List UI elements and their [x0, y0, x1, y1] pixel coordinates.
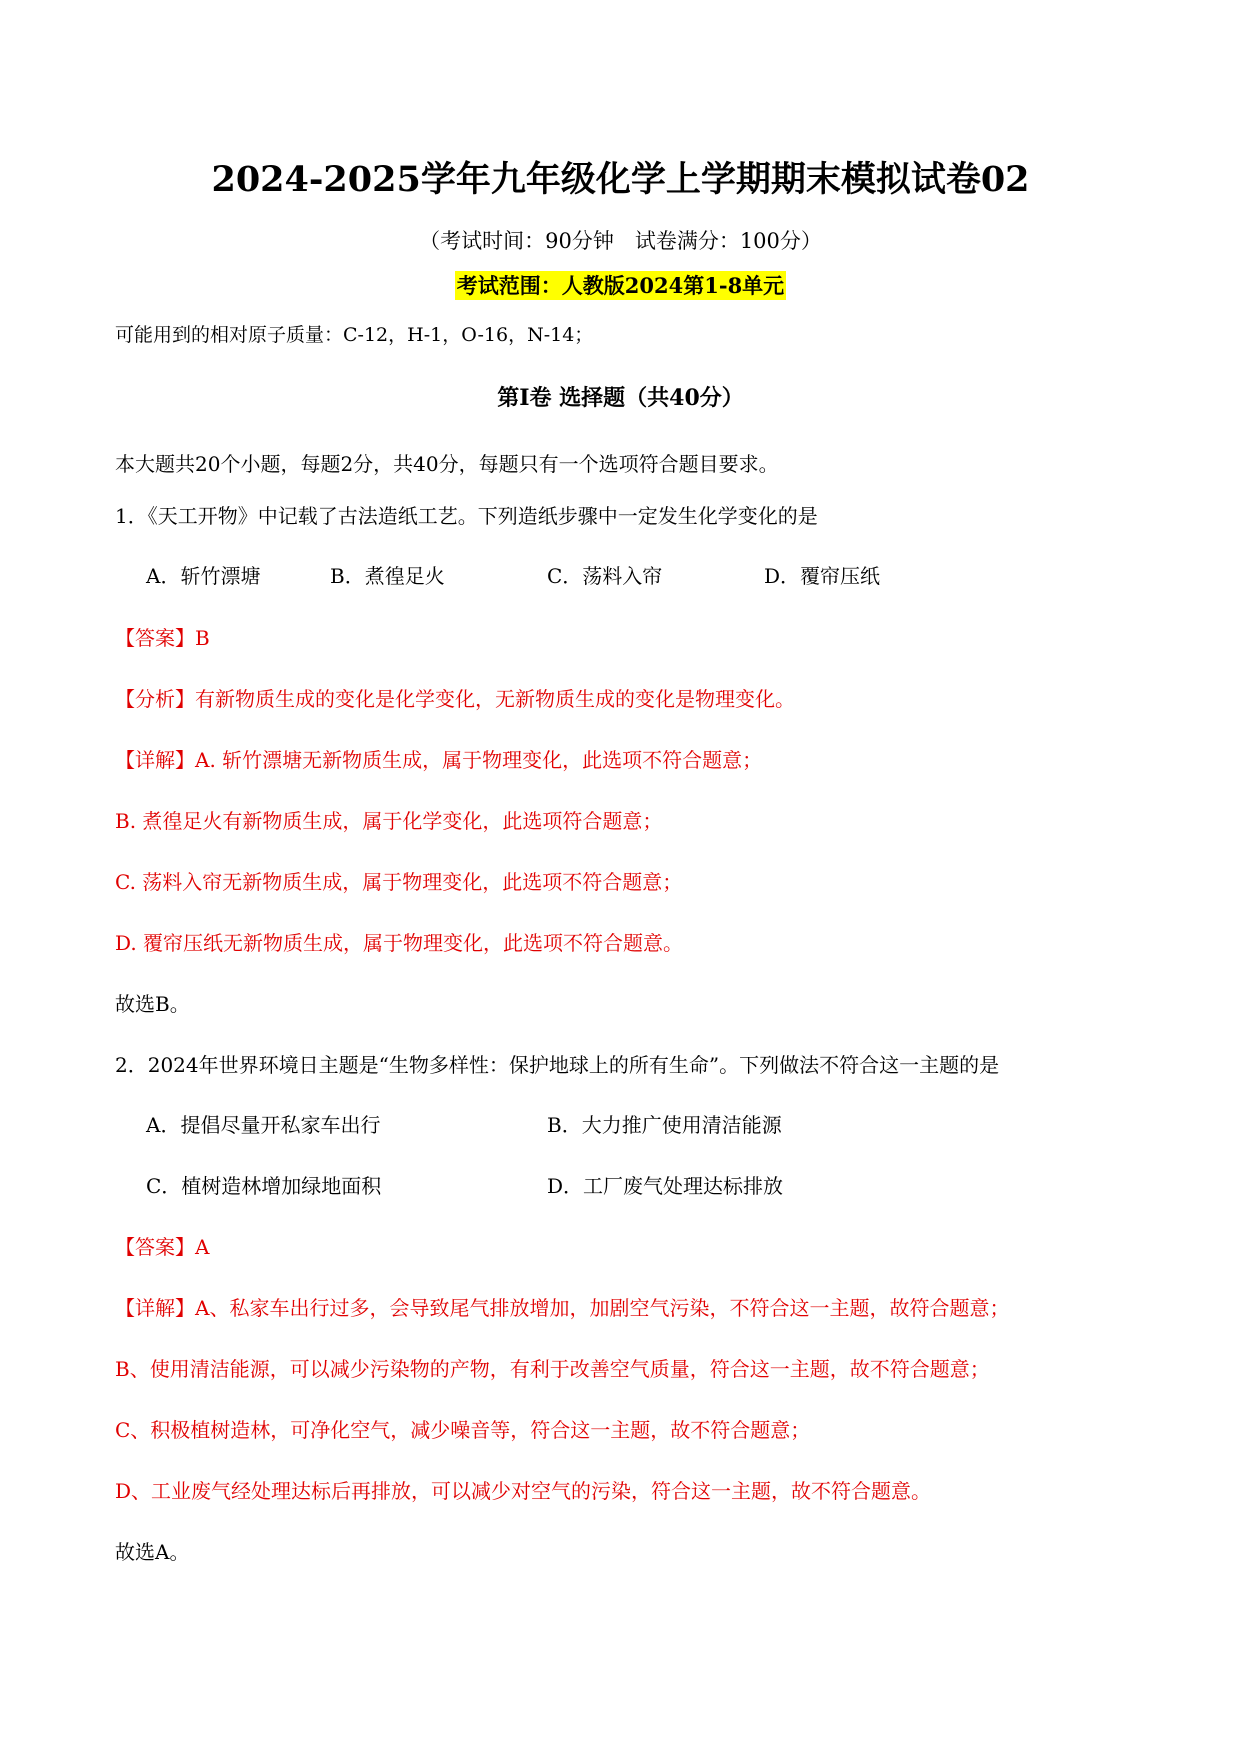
question-2-answer: 【答案】A [115, 1235, 210, 1259]
question-2-detail-d: D、工业废气经处理达标后再排放，可以减少对空气的污染，符合这一主题，故不符合题意。 [115, 1479, 932, 1503]
exam-subtitle: （考试时间：90分钟 试卷满分：100分） [419, 229, 822, 253]
question-2-conclusion: 故选A。 [115, 1540, 190, 1564]
question-1-conclusion: 故选B。 [115, 992, 190, 1016]
question-1-detail-c: C. 荡料入帘无新物质生成，属于物理变化，此选项不符合题意； [115, 870, 683, 894]
question-1-option-a: A．斩竹漂塘 [146, 564, 261, 588]
question-1-detail-a: 【详解】A. 斩竹漂塘无新物质生成，属于物理变化，此选项不符合题意； [115, 748, 763, 772]
question-2-detail-a: 【详解】A、私家车出行过多，会导致尾气排放增加，加剧空气污染，不符合这一主题，故符合题意； [115, 1296, 1010, 1320]
question-1-option-c: C．荡料入帘 [547, 564, 663, 588]
question-1-option-d: D．覆帘压纸 [764, 564, 881, 588]
question-1-stem: 1．《天工开物》中记载了古法造纸工艺。下列造纸步骤中一定发生化学变化的是 [115, 504, 818, 528]
question-1-answer: 【答案】B [115, 626, 210, 650]
question-2-option-a: A．提倡尽量开私家车出行 [146, 1113, 381, 1137]
question-2-detail-b: B、使用清洁能源，可以减少污染物的产物，有利于改善空气质量，符合这一主题，故不符合题意； [115, 1357, 990, 1381]
exam-title: 2024-2025学年九年级化学上学期期末模拟试卷02 [211, 159, 1030, 200]
atomic-masses: 可能用到的相对原子质量：C-12，H-1，O-16，N-14； [115, 324, 594, 346]
question-2-stem: 2．2024年世界环境日主题是“生物多样性：保护地球上的所有生命”。下列做法不符合这一主题的是 [115, 1053, 1000, 1077]
exam-scope-highlight: 考试范围：人教版2024第1-8单元 [456, 273, 785, 298]
section-heading: 第I卷 选择题（共40分） [497, 385, 744, 411]
question-2-option-d: D．工厂废气处理达标排放 [547, 1174, 784, 1198]
question-2-detail-c: C、积极植树造林，可净化空气，减少噪音等，符合这一主题，故不符合题意； [115, 1418, 811, 1442]
question-2-option-b: B．大力推广使用清洁能源 [547, 1113, 782, 1137]
question-2-option-c: C．植树造林增加绿地面积 [146, 1174, 382, 1198]
question-1-option-b: B．煮徨足火 [330, 564, 445, 588]
section-instruction: 本大题共20个小题，每题2分，共40分，每题只有一个选项符合题目要求。 [115, 452, 779, 476]
exam-scope-line [0, 270, 1241, 300]
question-1-analysis: 【分析】有新物质生成的变化是化学变化，无新物质生成的变化是物理变化。 [115, 687, 795, 711]
question-1-detail-d: D. 覆帘压纸无新物质生成，属于物理变化，此选项不符合题意。 [115, 931, 684, 955]
question-1-detail-b: B. 煮徨足火有新物质生成，属于化学变化，此选项符合题意； [115, 809, 663, 833]
